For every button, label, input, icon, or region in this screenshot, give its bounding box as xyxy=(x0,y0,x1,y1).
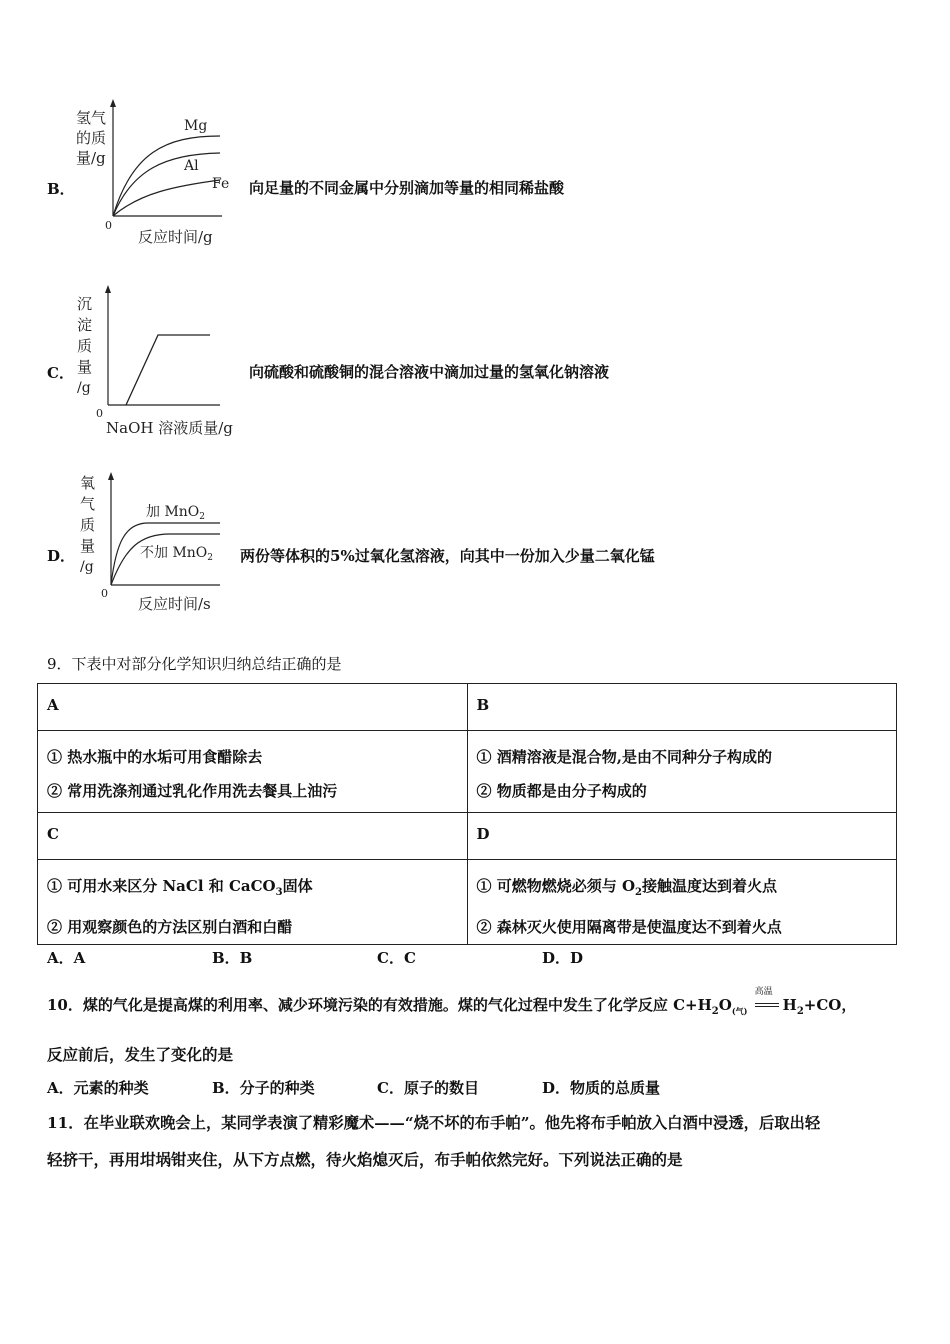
table-cell-c-head: C xyxy=(38,813,468,860)
oxygen-mass-graph xyxy=(70,468,240,616)
origin-label: 0 xyxy=(96,407,103,420)
q10-choice-b[interactable]: B．分子的种类 xyxy=(212,1079,315,1097)
option-d-letter: D． xyxy=(47,547,76,565)
y-label-line: 量 xyxy=(77,358,93,376)
curve-label-al: Al xyxy=(184,158,199,174)
y-label-line: 氧 xyxy=(80,474,96,492)
table-item: ① 可燃物燃烧必须与 $O_2$接触温度达到着火点 xyxy=(476,877,777,898)
precipitate-mass-graph xyxy=(70,283,245,440)
question-10-line2: 反应前后，发生了变化的是 xyxy=(47,1045,234,1064)
question-10-line1: 10．煤的气化是提高煤的利用率、减少环境污染的有效措施。煤的气化过程中发生了化学反应 $C+H_2O_{(气)}$ 高温 $H_2+CO$， xyxy=(47,987,857,1017)
y-label-line: /g xyxy=(77,380,91,396)
option-b-letter: B． xyxy=(47,180,75,198)
y-label-line: 质 xyxy=(80,516,96,534)
table-cell-b-body xyxy=(467,731,897,813)
y-label-line: 量/g xyxy=(76,149,106,167)
q10-choice-d[interactable]: D．物质的总质量 xyxy=(542,1079,661,1097)
origin-label: 0 xyxy=(105,219,112,232)
curve-mg xyxy=(113,136,220,216)
option-c-letter: C． xyxy=(47,364,74,382)
table-item: ① 酒精溶液是混合物,是由不同种分子构成的 xyxy=(476,748,772,766)
table-item: ② 用观察颜色的方法区别白酒和白醋 xyxy=(47,918,293,936)
x-axis-label: 反应时间/s xyxy=(138,595,211,613)
table-cell-a-body xyxy=(38,731,468,813)
table-cell-d-body xyxy=(467,860,897,945)
x-axis-label: NaOH 溶液质量/g xyxy=(106,419,233,437)
table-item: ② 森林灭火使用隔离带是使温度达不到着火点 xyxy=(476,918,782,936)
y-label-line: 气 xyxy=(80,495,96,513)
q10-choice-a[interactable]: A．元素的种类 xyxy=(47,1079,149,1097)
option-d-description: 两份等体积的5%过氧化氢溶液，向其中一份加入少量二氧化锰 xyxy=(240,547,655,565)
question-11-line1: 11．在毕业联欢晚会上，某同学表演了精彩魔术——“烧不坏的布手帕”。他先将布手帕放入白酒中浸透，后取出轻 xyxy=(47,1114,821,1132)
question-9-title: 9．下表中对部分化学知识归纳总结正确的是 xyxy=(47,655,342,673)
curve-label-with-mno2: 加 MnO$_2$ xyxy=(146,504,206,522)
y-label-line: 质 xyxy=(77,337,93,355)
table-cell-b-head: B xyxy=(467,684,897,731)
y-label-line: 沉 xyxy=(77,295,93,313)
precipitate-line xyxy=(126,335,210,405)
option-c-description: 向硫酸和硫酸铜的混合溶液中滴加过量的氢氧化钠溶液 xyxy=(249,363,610,381)
curve-al xyxy=(113,153,220,216)
y-label-line: 氢气 xyxy=(76,109,107,127)
q9-choice-b[interactable]: B．B xyxy=(212,949,253,967)
q9-choice-a[interactable]: A．A xyxy=(47,949,86,967)
y-label-line: 的质 xyxy=(76,129,107,147)
curve-label-without-mno2: 不加 MnO$_2$ xyxy=(140,545,214,563)
table-item: ② 物质都是由分子构成的 xyxy=(476,782,647,800)
origin-label: 0 xyxy=(101,587,108,600)
table-cell-a-head: A xyxy=(38,684,468,731)
table-cell-c-body xyxy=(38,860,468,945)
curve-label-fe: Fe xyxy=(212,176,230,192)
q9-choice-c[interactable]: C．C xyxy=(377,949,416,967)
table-cell-d-head: D xyxy=(467,813,897,860)
curve-fe xyxy=(113,180,220,216)
question-11-line2: 轻挤干，再用坩埚钳夹住，从下方点燃，待火焰熄灭后，布手帕依然完好。下列说法正确的是 xyxy=(47,1150,683,1169)
q10-choice-c[interactable]: C．原子的数目 xyxy=(377,1079,479,1097)
knowledge-table xyxy=(37,683,897,945)
curve-label-mg: Mg xyxy=(184,118,208,134)
reaction-condition: 高温 xyxy=(753,998,783,1014)
y-label-line: 淀 xyxy=(77,316,93,334)
table-item: ② 常用洗涤剂通过乳化作用洗去餐具上油污 xyxy=(47,782,338,800)
x-axis-label: 反应时间/g xyxy=(138,228,213,246)
q9-choice-d[interactable]: D．D xyxy=(542,949,584,967)
table-item: ① 可用水来区分 NaCl 和 CaCO$_3$固体 xyxy=(47,877,313,898)
hydrogen-mass-graph xyxy=(70,98,240,248)
table-item: ① 热水瓶中的水垢可用食醋除去 xyxy=(47,748,263,766)
y-label-line: 量 xyxy=(80,537,96,555)
option-b-description: 向足量的不同金属中分别滴加等量的相同稀盐酸 xyxy=(249,179,565,197)
y-label-line: /g xyxy=(80,559,94,575)
